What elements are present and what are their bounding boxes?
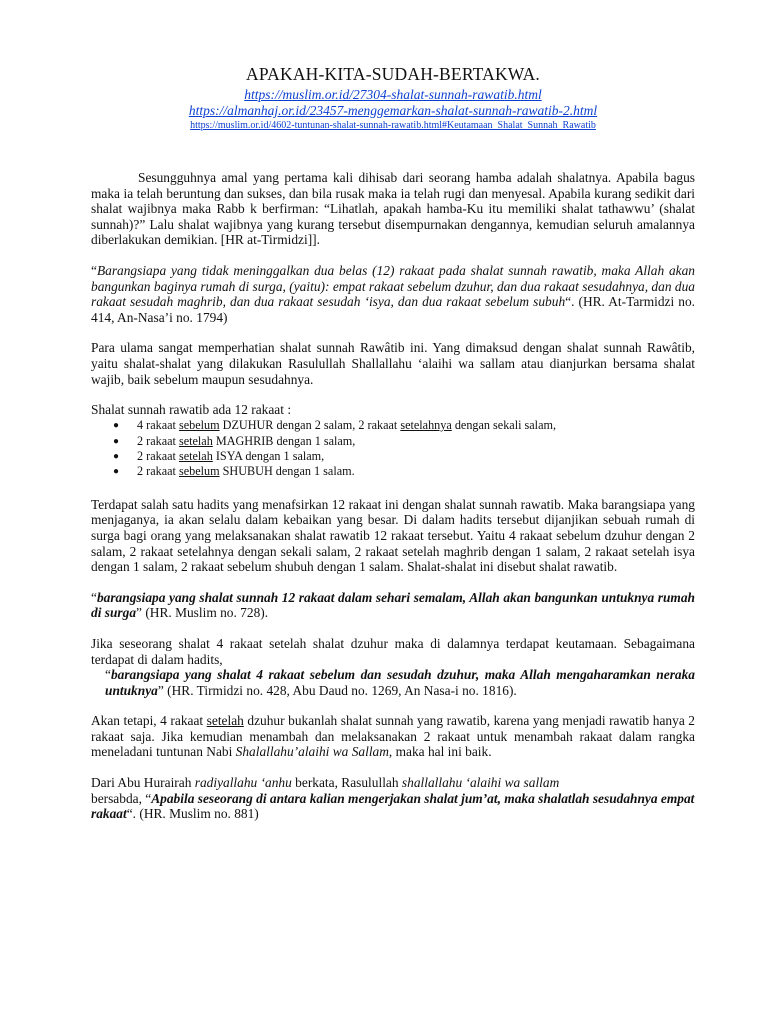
document-title: APAKAH-KITA-SUDAH-BERTAKWA. bbox=[245, 64, 540, 84]
list-item: ● 4 rakaat sebelum DZUHUR dengan 2 salam, 2 rakaat setelahnya dengan sekali salam, bbox=[113, 418, 557, 433]
hadith-bold-text: Apabila seseorang di antara kalian mengerjakan shalat jum’at, maka shalatlah sesudahnya empat rakaat bbox=[91, 790, 695, 822]
hadith-bold-text: barangsiapa yang shalat 4 rakaat sebelum dan sesudah dzuhur, maka Allah mengaharamkan neraka untuknya bbox=[105, 667, 695, 698]
hadith-text: Barangsiapa yang tidak meninggalkan dua belas (12) rakaat pada shalat sunnah rawatib, maka Allah akan bangunkan baginya rumah di surga, (yaitu): empat rakaat sebelum dzuhur, dan dua rakaat sesudahnya, dan dua rakaat sesudah maghrib, dan dua rakaat sesudah ‘isya, dan dua rakaat sebelum subuh bbox=[91, 262, 695, 310]
paragraph-hadith-muslim: “barangsiapa yang shalat sunnah 12 rakaat dalam sehari semalam, Allah akan bangunkan untuknya rumah di surga” (HR. Muslim no. 728). bbox=[91, 589, 695, 621]
paragraph-hadith-tirmidzi: “barangsiapa yang shalat 4 rakaat sebelum dan sesudah dzuhur, maka Allah mengaharamkan neraka untuknya” (HR. Tirmidzi no. 428, Abu Daud no. 1269, An Nasa-i no. 1816). bbox=[105, 667, 695, 698]
paragraph-hadith-explained: Terdapat salah satu hadits yang menafsirkan 12 rakaat ini dengan shalat sunnah rawatib. Maka barangsiapa yang menjaganya, ia akan selalu dalam kebaikan yang besar. Di dalam hadits tersebut dijanjikan sebuah rumah di surga bagi orang yang melaksanakan shalat rawatib 12 rakaat tersebut. Yaitu 4 rakaat sebelum dzuhur dengan 2 salam, 2 rakaat setelahnya dengan sekali salam, 2 rakaat setelah maghrib dengan 1 salam, 2 rakaat setelah isya dengan 1 salam, 2 rakaat sebelum shubuh dengan 1 salam. Shalat-shalat ini disebut shalat rawatib. bbox=[91, 496, 695, 575]
paragraph-abu-hurairah: Dari Abu Hurairah radiyallahu ‘anhu berkata, Rasulullah shallallahu ‘alaihi wa sallam bersabda, “Apabila seseorang di antara kalian mengerjakan shalat jum’at, maka shalatlah sesudahnya empat rakaat“. (HR. Muslim no. 881) bbox=[91, 775, 695, 822]
list-item: ● 2 rakaat setelah MAGHRIB dengan 1 salam, bbox=[113, 433, 356, 448]
list-heading: Shalat sunnah rawatib ada 12 rakaat : bbox=[91, 402, 292, 418]
hadith-bold-text: barangsiapa yang shalat sunnah 12 rakaat dalam sehari semalam, Allah akan bangunkan untuknya rumah di surga bbox=[91, 589, 695, 621]
bullet-icon: ● bbox=[113, 466, 120, 478]
paragraph-ulama: Para ulama sangat memperhatian shalat sunnah Rawâtib ini. Yang dimaksud dengan shalat sunnah Rawâtib, yaitu shalat-shalat yang dilakukan Rasulullah Shallallahu ‘alaihi wa sallam atau dianjurkan bersama shalat wajib, baik sebelum maupun sesudahnya. bbox=[91, 340, 695, 387]
hadith-source: “. (HR. At-Tarmidzi no. 414, An-Nasa’i no. 1794) bbox=[91, 294, 696, 325]
reference-link-2[interactable]: https://almanhaj.or.id/23457-menggemarkan-shalat-sunnah-rawatib-2.html bbox=[188, 103, 598, 118]
list-item: ● 2 rakaat sebelum SHUBUH dengan 1 salam. bbox=[113, 464, 355, 479]
paragraph-intro: Sesungguhnya amal yang pertama kali dihisab dari seorang hamba adalah shalatnya. Apabila bagus maka ia telah beruntung dan sukses, dan bila rusak maka ia telah rugi dan menyesal. Apabila kurang sedikit dari shalat wajibnya maka Rabb k berfirman: “Lihatlah, apakah hamba-Ku itu memiliki shalat tathawwu’ (shalat sunnah)?” Lalu shalat wajibnya yang kurang tersebut disempurnakan dengannya, kemudian seluruh amalannya diberlakukan demikian. [HR at-Tirmidzi]]. bbox=[91, 170, 695, 248]
bullet-icon: ● bbox=[113, 420, 120, 432]
paragraph-however: Akan tetapi, 4 rakaat setelah dzuhur bukanlah shalat sunnah yang rawatib, karena yang menjadi rawatib hanya 2 rakaat saja. Jika kemudian menambah dan melaksanakan 2 rakaat untuk menambah rakaat dalam rangka meneladani tuntunan Nabi Shalallahu’alaihi wa Sallam, maka hal ini baik. bbox=[91, 713, 695, 760]
paragraph-hadith-rawatib bbox=[91, 263, 695, 325]
reference-link-1[interactable]: https://muslim.or.id/27304-shalat-sunnah-rawatib.html bbox=[244, 87, 542, 102]
bullet-icon: ● bbox=[113, 450, 120, 462]
bullet-icon: ● bbox=[113, 435, 120, 447]
paragraph-dzuhur: Jika seseorang shalat 4 rakaat setelah shalat dzuhur maka di dalamnya terdapat keutamaan. Sebagaimana terdapat di dalam hadits, bbox=[91, 635, 695, 667]
rakaat-list bbox=[91, 418, 695, 480]
reference-link-3[interactable]: https://muslim.or.id/4602-tuntunan-shalat-sunnah-rawatib.html#Keutamaan_Shalat_Sunnah_Rawatib bbox=[190, 120, 596, 131]
quote-open: “ bbox=[91, 262, 97, 278]
reference-links bbox=[91, 87, 695, 132]
document-page bbox=[91, 64, 695, 822]
list-item: ● 2 rakaat setelah ISYA dengan 1 salam, bbox=[113, 448, 325, 463]
